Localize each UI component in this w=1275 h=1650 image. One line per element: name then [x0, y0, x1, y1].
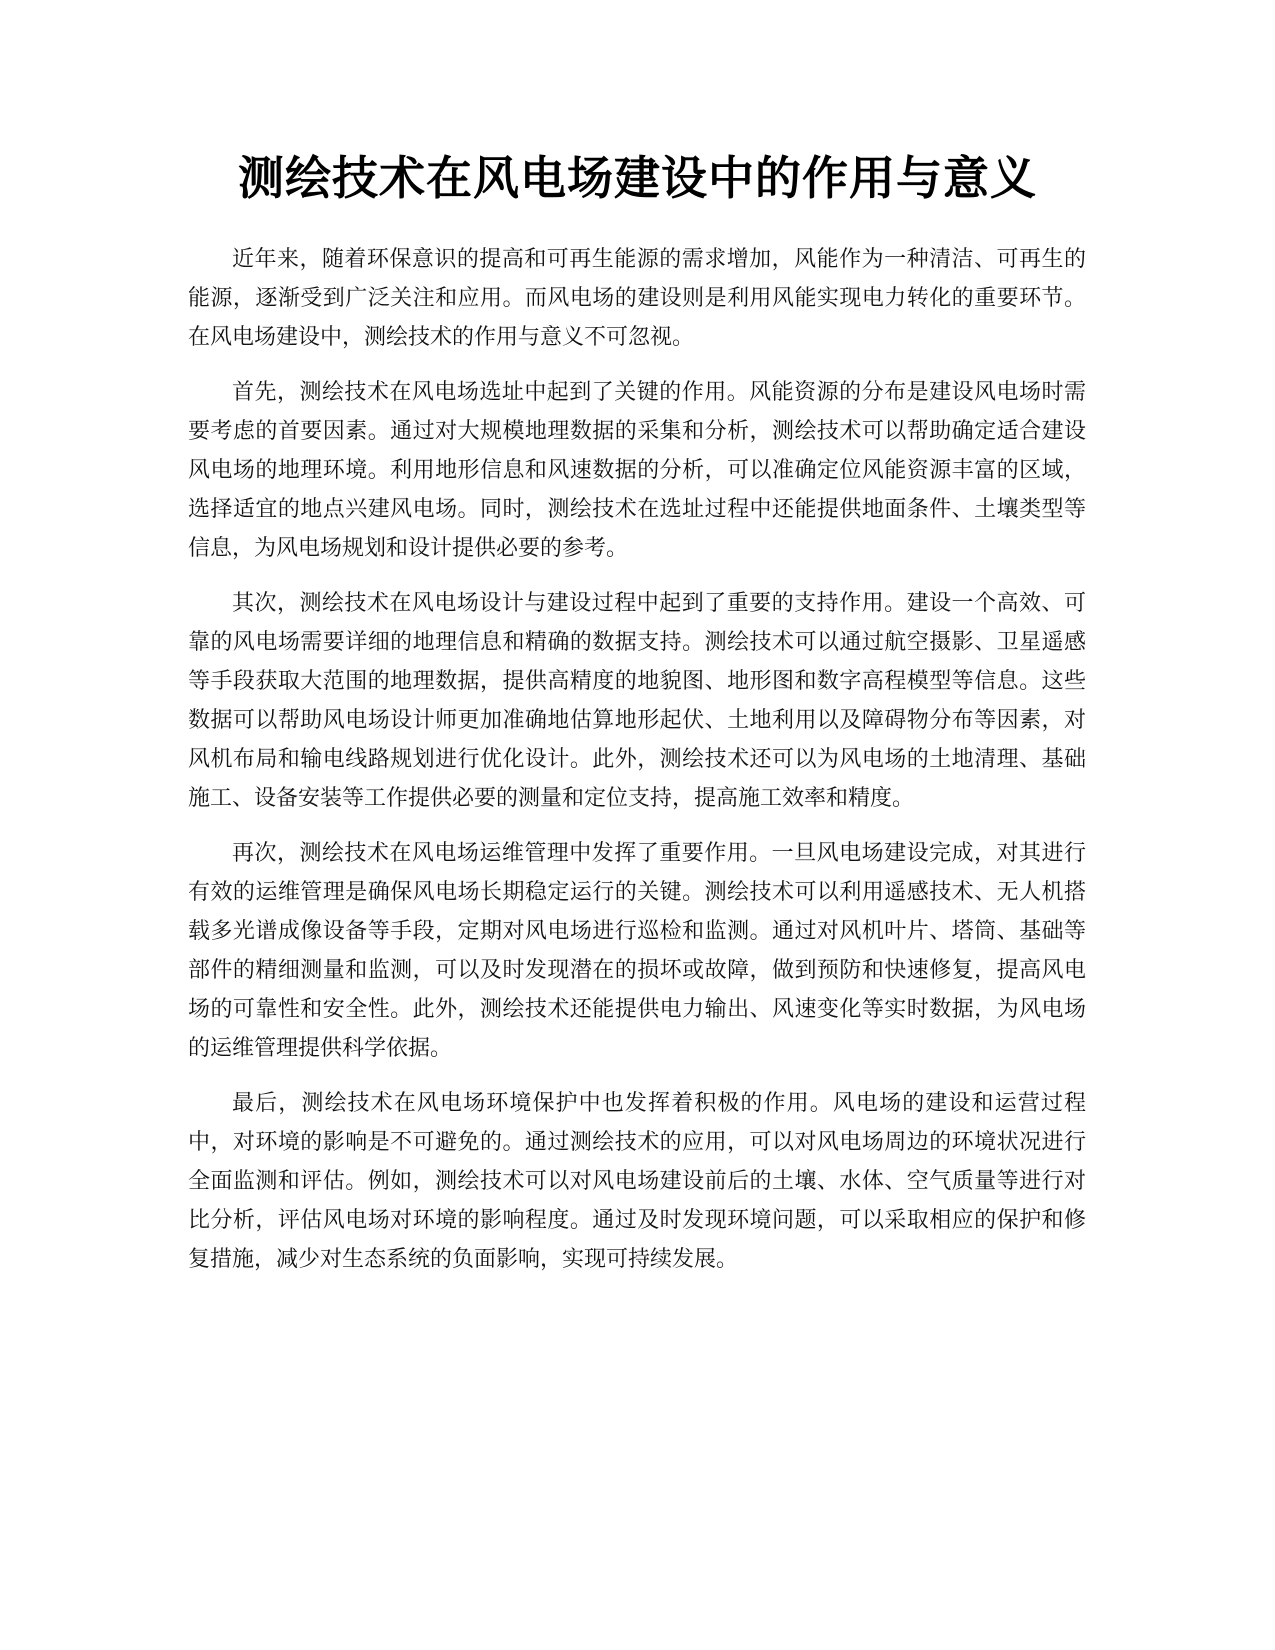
document-body [188, 240, 1086, 1295]
paragraph-intro: 近年来，随着环保意识的提高和可再生能源的需求增加，风能作为一种清洁、可再生的能源，逐渐受到广泛关注和应用。而风电场的建设则是利用风能实现电力转化的重要环节。在风电场建设中，测绘技术的作用与意义不可忽视。 [188, 247, 1086, 350]
paragraph-environmental-protection: 最后，测绘技术在风电场环境保护中也发挥着积极的作用。风电场的建设和运营过程中，对环境的影响是不可避免的。通过测绘技术的应用，可以对风电场周边的环境状况进行全面监测和评估。例如，测绘技术可以对风电场建设前后的土壤、水体、空气质量等进行对比分析，评估风电场对环境的影响程度。通过及时发现环境问题，可以采取相应的保护和修复措施，减少对生态系统的负面影响，实现可持续发展。 [188, 1091, 1086, 1272]
paragraph-design-construction: 其次，测绘技术在风电场设计与建设过程中起到了重要的支持作用。建设一个高效、可靠的风电场需要详细的地理信息和精确的数据支持。测绘技术可以通过航空摄影、卫星遥感等手段获取大范围的地理数据，提供高精度的地貌图、地形图和数字高程模型等信息。这些数据可以帮助风电场设计师更加准确地估算地形起伏、土地利用以及障碍物分布等因素，对风机布局和输电线路规划进行优化设计。此外，测绘技术还可以为风电场的土地清理、基础施工、设备安装等工作提供必要的测量和定位支持，提高施工效率和精度。 [188, 591, 1086, 811]
paragraph-operation-maintenance: 再次，测绘技术在风电场运维管理中发挥了重要作用。一旦风电场建设完成，对其进行有效的运维管理是确保风电场长期稳定运行的关键。测绘技术可以利用遥感技术、无人机搭载多光谱成像设备等手段，定期对风电场进行巡检和监测。通过对风机叶片、塔筒、基础等部件的精细测量和监测，可以及时发现潜在的损坏或故障，做到预防和快速修复，提高风电场的可靠性和安全性。此外，测绘技术还能提供电力输出、风速变化等实时数据，为风电场的运维管理提供科学依据。 [188, 841, 1086, 1061]
document-title: 测绘技术在风电场建设中的作用与意义 [238, 151, 1037, 205]
paragraph-site-selection: 首先，测绘技术在风电场选址中起到了关键的作用。风能资源的分布是建设风电场时需要考虑的首要因素。通过对大规模地理数据的采集和分析，测绘技术可以帮助确定适合建设风电场的地理环境。利用地形信息和风速数据的分析，可以准确定位风能资源丰富的区域，选择适宜的地点兴建风电场。同时，测绘技术在选址过程中还能提供地面条件、土壤类型等信息，为风电场规划和设计提供必要的参考。 [188, 380, 1086, 561]
